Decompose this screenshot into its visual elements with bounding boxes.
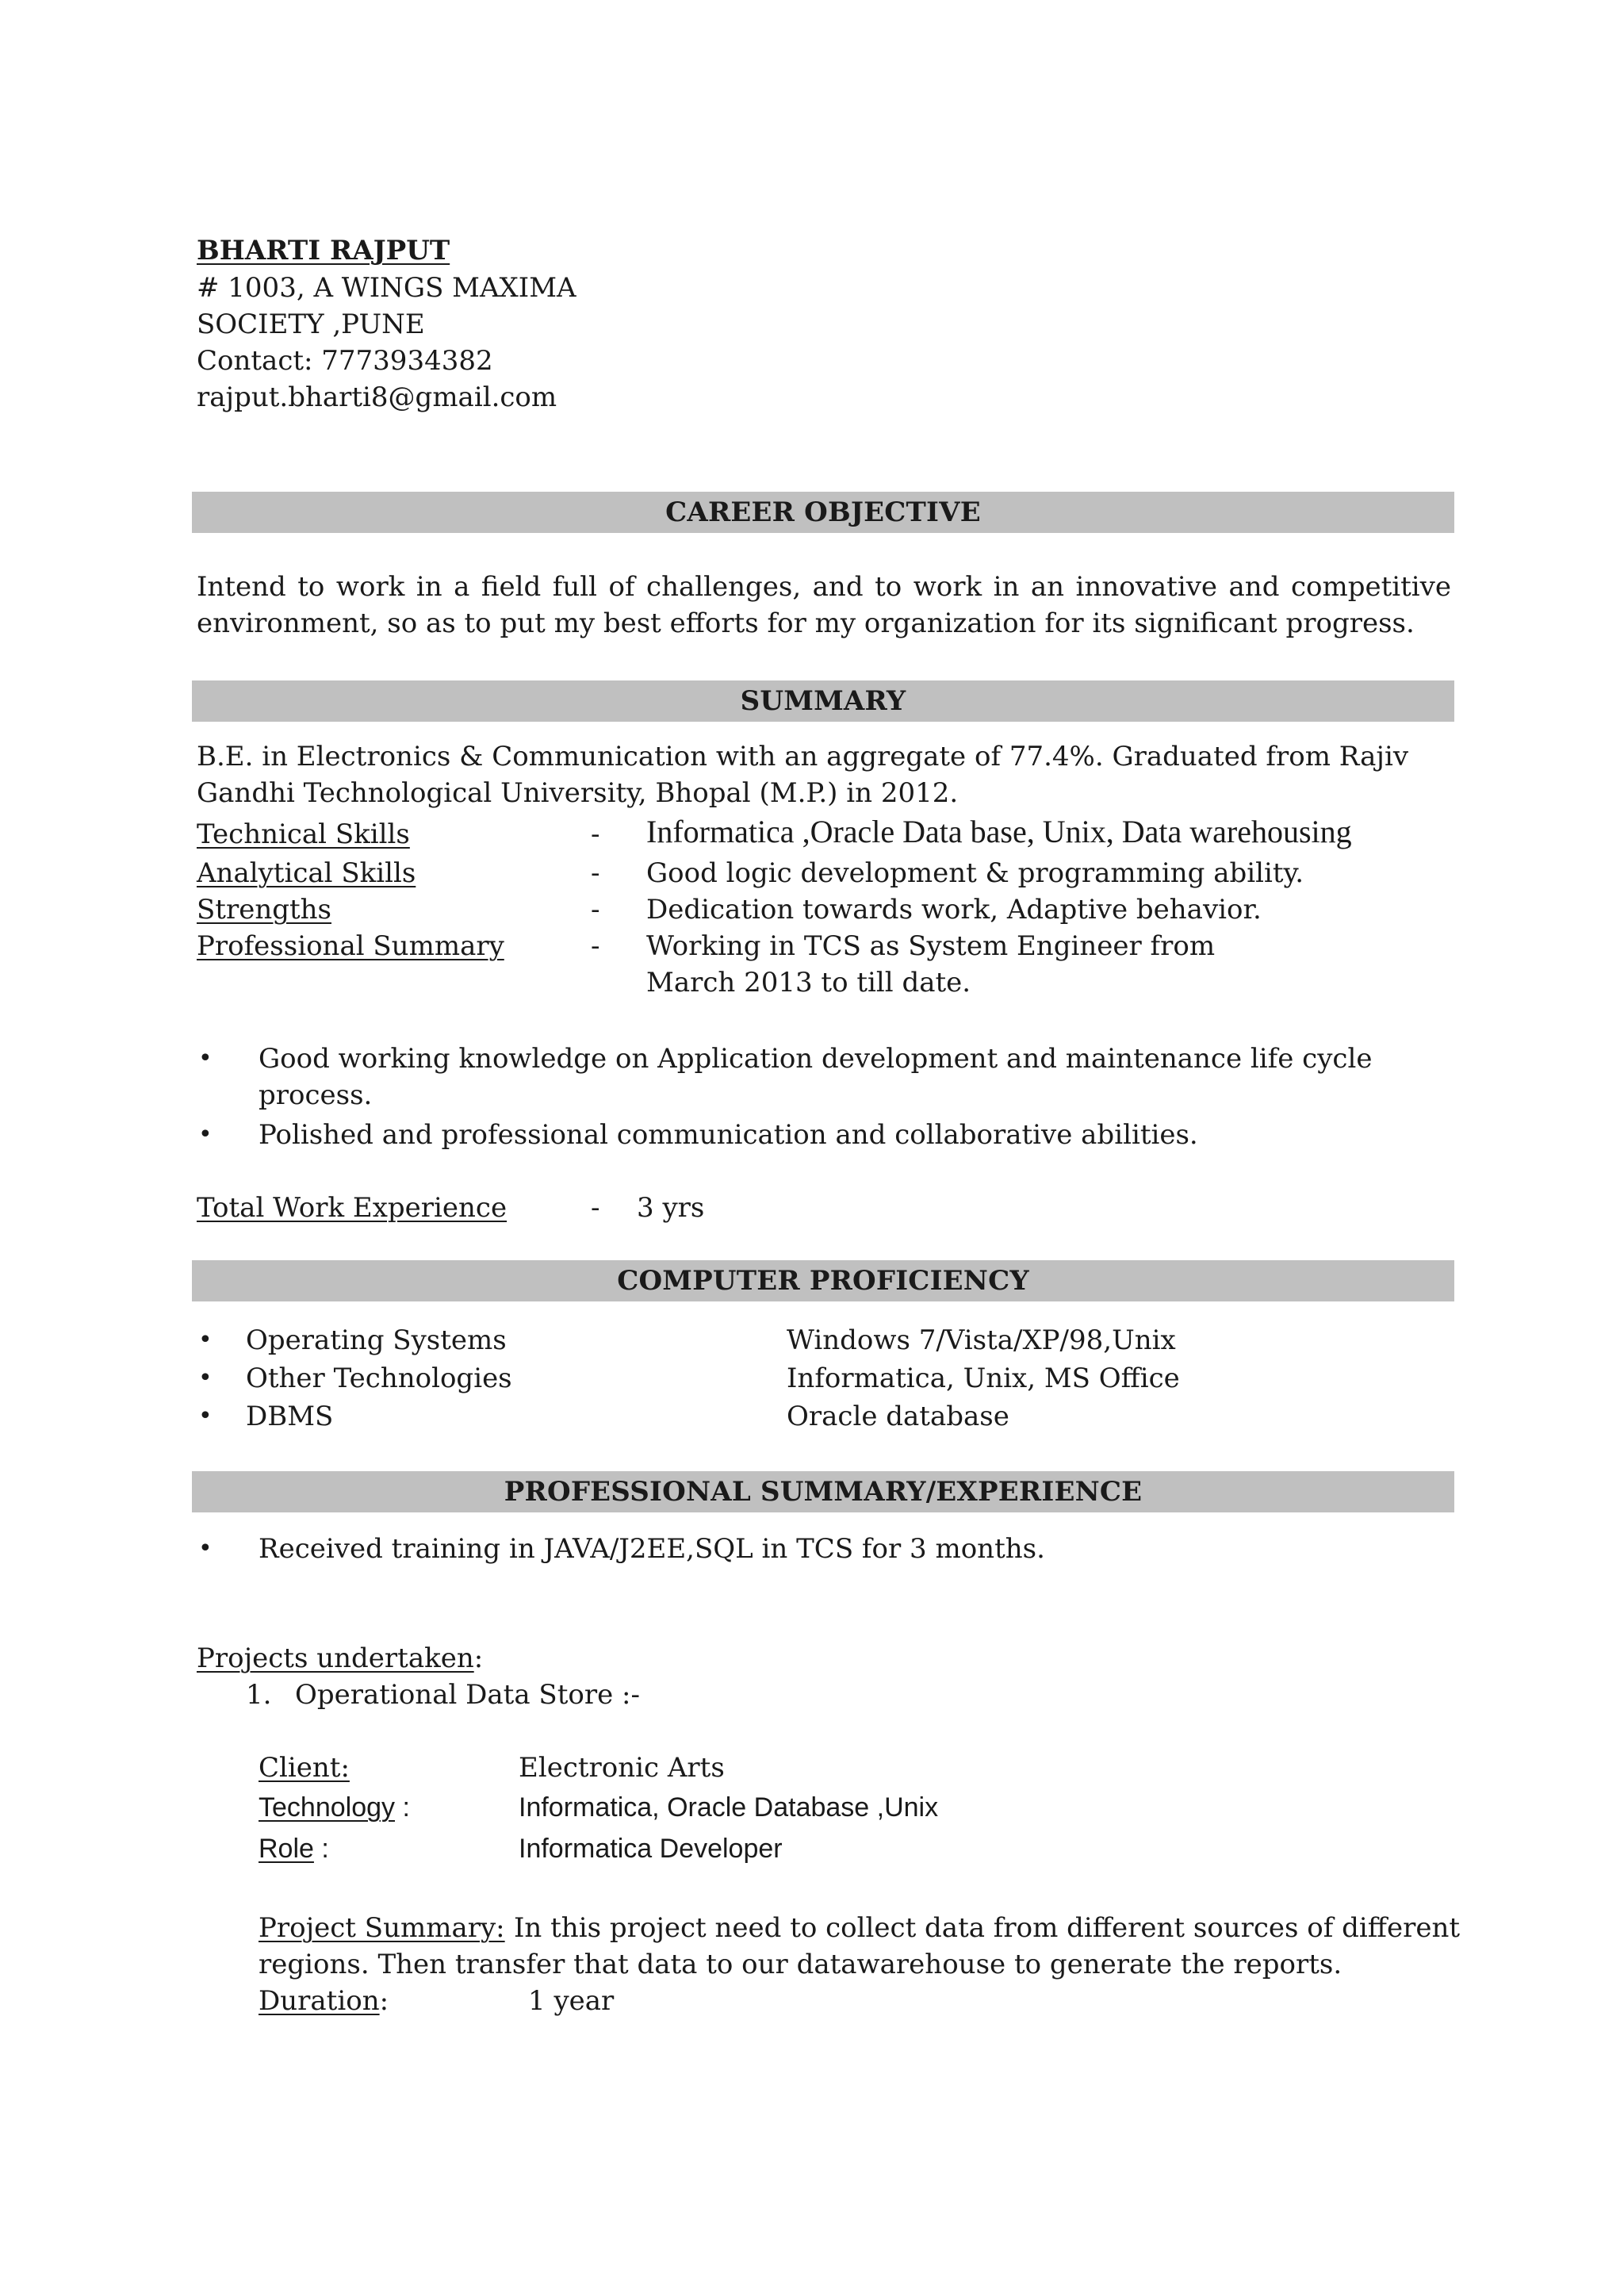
total-experience-value: 3 yrs xyxy=(637,1192,705,1224)
strengths-label: Strengths xyxy=(197,894,331,926)
career-objective-line-2: environment, so as to put my best efforts for my organization for its significant progress. xyxy=(197,608,1415,639)
email-address: rajput.bharti8@gmail.com xyxy=(197,381,557,413)
bullet-icon: • xyxy=(198,1535,213,1562)
analytical-skills-label: Analytical Skills xyxy=(197,857,416,889)
project-1-title: Operational Data Store :- xyxy=(295,1679,640,1711)
projects-heading-label: Projects undertaken xyxy=(197,1642,474,1674)
experience-bullet: Received training in JAVA/J2EE,SQL in TCS for 3 months. xyxy=(259,1533,1045,1565)
technology-colon: : xyxy=(395,1792,410,1823)
total-experience-dash: - xyxy=(591,1192,600,1224)
bullet-icon: • xyxy=(198,1121,213,1148)
role-value: Informatica Developer xyxy=(519,1834,783,1864)
project-summary-line-2: regions. Then transfer that data to our datawarehouse to generate the reports. xyxy=(259,1949,1342,1980)
technology-value: Informatica, Oracle Database ,Unix xyxy=(519,1792,939,1823)
analytical-skills-dash: - xyxy=(591,857,600,889)
bullet-icon: • xyxy=(198,1364,213,1392)
duration-row-label xyxy=(259,1983,389,2019)
bullet-icon: • xyxy=(198,1326,213,1354)
summary-bullet-1-line-2: process. xyxy=(259,1079,373,1111)
dbms-value: Oracle database xyxy=(787,1401,1009,1432)
summary-bullet-1-line-1: Good working knowledge on Application development and maintenance life cycle xyxy=(259,1043,1373,1075)
role-label: Role xyxy=(259,1834,314,1864)
project-1-number: 1. xyxy=(246,1679,272,1711)
projects-heading-colon: : xyxy=(473,1642,484,1674)
technology-row-label xyxy=(259,1789,410,1826)
role-colon: : xyxy=(313,1834,329,1864)
other-technologies-value: Informatica, Unix, MS Office xyxy=(787,1363,1180,1394)
summary-bullet-2: Polished and professional communication and collaborative abilities. xyxy=(259,1119,1198,1151)
computer-proficiency-heading: COMPUTER PROFICIENCY xyxy=(192,1260,1454,1301)
professional-summary-value-line-1: Working in TCS as System Engineer from xyxy=(646,930,1216,962)
professional-summary-dash: - xyxy=(591,930,600,962)
duration-value: 1 year xyxy=(528,1985,615,2017)
professional-summary-value-line-2: March 2013 to till date. xyxy=(646,967,971,999)
bullet-icon: • xyxy=(198,1402,213,1430)
role-row-label xyxy=(259,1830,329,1867)
technical-skills-label: Technical Skills xyxy=(197,818,410,850)
project-summary-label: Project Summary: xyxy=(259,1912,505,1944)
address-line-1: # 1003, A WINGS MAXIMA xyxy=(197,272,576,304)
professional-summary-label: Professional Summary xyxy=(197,930,504,962)
career-objective-heading: CAREER OBJECTIVE xyxy=(192,492,1454,533)
summary-line-2: Gandhi Technological University, Bhopal (M.P.) in 2012. xyxy=(197,777,959,809)
analytical-skills-value: Good logic development & programming ability. xyxy=(646,857,1304,889)
client-label: Client: xyxy=(259,1752,350,1784)
total-experience-label: Total Work Experience xyxy=(197,1192,508,1224)
projects-heading xyxy=(197,1640,483,1677)
address-line-2: SOCIETY ,PUNE xyxy=(197,309,425,340)
project-summary-line-1: In this project need to collect data from different sources of different xyxy=(514,1912,1461,1944)
candidate-name: BHARTI RAJPUT xyxy=(197,235,450,266)
duration-colon: : xyxy=(379,1985,389,2017)
duration-label: Duration xyxy=(259,1985,380,2017)
career-objective-line-1: Intend to work in a field full of challenges, and to work in an innovative and competitive xyxy=(197,571,1451,603)
client-value: Electronic Arts xyxy=(519,1752,725,1784)
summary-line-1: B.E. in Electronics & Communication with an aggregate of 77.4%. Graduated from Rajiv xyxy=(197,741,1409,772)
strengths-value: Dedication towards work, Adaptive behavior. xyxy=(646,894,1262,926)
bullet-icon: • xyxy=(198,1045,213,1072)
summary-heading: SUMMARY xyxy=(192,680,1454,722)
technology-label: Technology xyxy=(259,1792,396,1823)
technical-skills-dash: - xyxy=(591,818,600,850)
experience-heading: PROFESSIONAL SUMMARY/EXPERIENCE xyxy=(192,1471,1454,1512)
operating-systems-label: Operating Systems xyxy=(246,1324,507,1356)
contact-number: Contact: 7773934382 xyxy=(197,345,493,377)
strengths-dash: - xyxy=(591,894,600,926)
dbms-label: DBMS xyxy=(246,1401,334,1432)
other-technologies-label: Other Technologies xyxy=(246,1363,512,1394)
operating-systems-value: Windows 7/Vista/XP/98,Unix xyxy=(787,1324,1176,1356)
technical-skills-value: Informatica ,Oracle Data base, Unix, Data warehousing xyxy=(646,814,1352,849)
